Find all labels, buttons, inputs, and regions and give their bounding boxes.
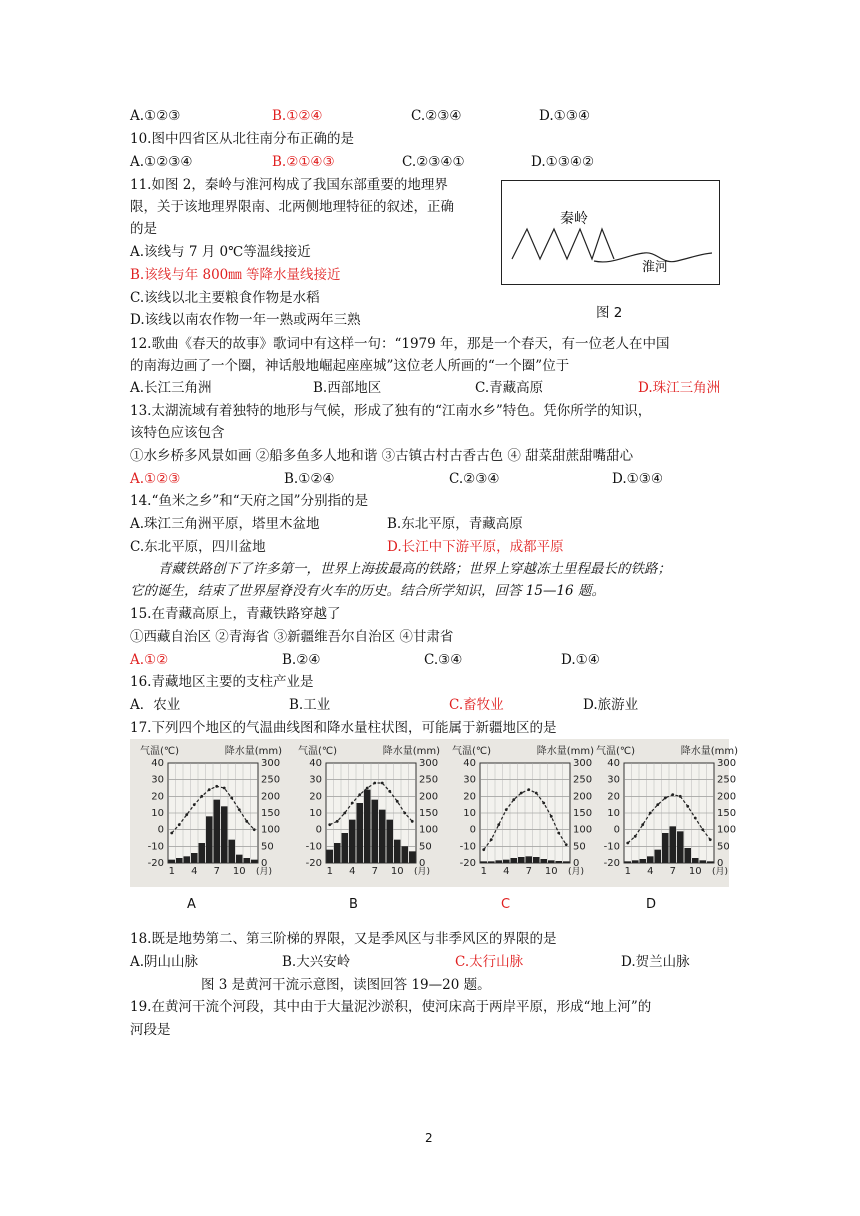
q9-option-d: D.①③④ bbox=[539, 108, 590, 124]
q16-stem: 16.青藏地区主要的支柱产业是 bbox=[130, 674, 314, 690]
temperature-point bbox=[679, 795, 682, 798]
precip-tick-label: 100 bbox=[261, 824, 281, 836]
precipitation-bar bbox=[518, 857, 525, 863]
temperature-point bbox=[178, 823, 181, 826]
month-tick-label: 4 bbox=[503, 866, 510, 877]
q13-items: ①水乡桥多风景如画 ②船多鱼多人地和谐 ③古镇古村古香古色 ④ 甜菜甜蔗甜嘴甜心 bbox=[130, 448, 634, 464]
q17-stem: 17.下列四个地区的气温曲线图和降水量柱状图，可能属于新疆地区的是 bbox=[130, 720, 557, 736]
temp-tick-label: 30 bbox=[607, 774, 620, 786]
q15-option-d: D.①④ bbox=[561, 652, 600, 668]
precipitation-bar bbox=[526, 856, 533, 863]
precip-tick-label: 300 bbox=[573, 758, 593, 769]
precipitation-bar bbox=[533, 857, 540, 863]
temperature-point bbox=[671, 793, 674, 796]
precipitation-bar bbox=[199, 843, 206, 863]
q13-option-a: A.①②③ bbox=[130, 471, 181, 487]
temp-tick-label: 0 bbox=[469, 824, 476, 836]
precip-axis-label: 降水量(mm) bbox=[536, 746, 594, 757]
temp-axis-label: 气温(℃) bbox=[298, 746, 338, 757]
temp-tick-label: 0 bbox=[157, 824, 164, 836]
q18-option-c: C.太行山脉 bbox=[455, 954, 524, 970]
q11-stem-3: 的是 bbox=[130, 221, 157, 237]
temperature-point bbox=[550, 815, 553, 818]
temp-tick-label: -10 bbox=[603, 841, 620, 853]
precipitation-bar bbox=[655, 850, 662, 863]
q10-option-d: D.①③④② bbox=[531, 154, 595, 170]
precip-tick-label: 150 bbox=[261, 808, 281, 819]
q15-option-c: C.③④ bbox=[424, 652, 463, 668]
month-tick-label: 1 bbox=[168, 866, 175, 877]
month-unit-label: (月) bbox=[256, 867, 273, 877]
precipitation-bar bbox=[700, 860, 707, 863]
precipitation-bar bbox=[191, 853, 198, 863]
temperature-point bbox=[634, 835, 637, 838]
temperature-point bbox=[215, 785, 218, 788]
precipitation-bar bbox=[541, 859, 548, 863]
precip-axis-label: 降水量(mm) bbox=[680, 746, 738, 757]
q13-stem-1: 13.太湖流域有着独特的地形与气候，形成了独有的“江南水乡”特色。凭你所学的知识， bbox=[130, 403, 652, 419]
precipitation-bar bbox=[707, 861, 714, 863]
temperature-point bbox=[520, 792, 523, 795]
month-unit-label: (月) bbox=[414, 867, 431, 877]
precipitation-bar bbox=[662, 833, 669, 863]
precipitation-bar bbox=[409, 851, 416, 863]
precipitation-bar bbox=[670, 826, 677, 863]
chart-letter-a: A bbox=[187, 897, 196, 912]
temperature-point bbox=[358, 793, 361, 796]
precip-tick-label: 0 bbox=[261, 858, 268, 869]
precip-tick-label: 100 bbox=[573, 824, 593, 836]
temperature-point bbox=[641, 823, 644, 826]
temperature-point bbox=[193, 803, 196, 806]
temp-tick-label: 40 bbox=[151, 758, 164, 769]
temperature-point bbox=[170, 832, 173, 835]
temperature-point bbox=[505, 808, 508, 811]
precipitation-bar bbox=[342, 833, 349, 863]
precipitation-bar bbox=[327, 850, 334, 863]
precip-tick-label: 200 bbox=[717, 791, 737, 803]
temperature-point bbox=[694, 817, 697, 820]
precip-tick-label: 0 bbox=[419, 858, 426, 869]
month-tick-label: 1 bbox=[480, 866, 487, 877]
temp-tick-label: 20 bbox=[607, 791, 620, 803]
precipitation-bar bbox=[692, 858, 699, 863]
q9-option-c: C.②③④ bbox=[411, 108, 462, 124]
q18-option-d: D.贺兰山脉 bbox=[621, 954, 690, 970]
precip-tick-label: 150 bbox=[573, 808, 593, 819]
precip-tick-label: 300 bbox=[261, 758, 281, 769]
month-tick-label: 1 bbox=[326, 866, 333, 877]
temperature-point bbox=[565, 843, 568, 846]
q10-option-a: A.①②③④ bbox=[130, 154, 193, 170]
q16-option-a: A．农业 bbox=[130, 697, 181, 713]
figure-2-drawing bbox=[502, 181, 719, 284]
precipitation-bar bbox=[677, 831, 684, 863]
temperature-point bbox=[535, 792, 538, 795]
q12-stem-2: 的南海边画了一个圈，神话般地崛起座座城”这位老人所画的“一个圈”位于 bbox=[130, 358, 570, 374]
precipitation-bar bbox=[685, 848, 692, 863]
temp-tick-label: 10 bbox=[607, 808, 620, 819]
temperature-point bbox=[230, 797, 233, 800]
q18-option-a: A.阴山山脉 bbox=[130, 954, 199, 970]
page-number: 2 bbox=[425, 1131, 433, 1145]
temp-tick-label: 0 bbox=[315, 824, 322, 836]
precipitation-bar bbox=[625, 861, 632, 863]
climate-charts-panel bbox=[130, 739, 738, 887]
q12-option-a: A.长江三角洲 bbox=[130, 380, 212, 396]
precipitation-bar bbox=[251, 860, 258, 863]
temp-tick-label: -20 bbox=[603, 858, 620, 869]
temperature-point bbox=[366, 787, 369, 790]
chart-letter-c: C bbox=[501, 897, 511, 912]
temp-tick-label: 40 bbox=[309, 758, 322, 769]
temp-tick-label: 30 bbox=[309, 774, 322, 786]
precipitation-bar bbox=[647, 856, 654, 863]
temp-tick-label: 30 bbox=[463, 774, 476, 786]
q11-option-c: C.该线以北主要粮食作物是水稻 bbox=[130, 290, 320, 306]
temp-tick-label: -20 bbox=[459, 858, 476, 869]
precip-tick-label: 300 bbox=[419, 758, 439, 769]
precip-tick-label: 0 bbox=[717, 858, 724, 869]
month-tick-label: 7 bbox=[213, 866, 220, 877]
precipitation-bar bbox=[556, 861, 563, 863]
q16-option-c: C.畜牧业 bbox=[449, 697, 504, 713]
temperature-point bbox=[396, 800, 399, 803]
precipitation-bar bbox=[221, 806, 228, 863]
precip-tick-label: 150 bbox=[419, 808, 439, 819]
huaihe-label: 淮河 bbox=[642, 260, 669, 275]
precipitation-bar bbox=[372, 800, 379, 863]
temp-tick-label: 10 bbox=[309, 808, 322, 819]
q10-stem: 10.图中四省区从北往南分布正确的是 bbox=[130, 131, 354, 147]
q11-stem-2: 限，关于该地理界限南、北两侧地理特征的叙述，正确 bbox=[130, 199, 454, 215]
temperature-point bbox=[343, 812, 346, 815]
q11-option-a: A.该线与 7 月 0℃等温线接近 bbox=[130, 244, 311, 260]
q14-option-b: B.东北平原，青藏高原 bbox=[387, 516, 523, 532]
temp-tick-label: 10 bbox=[151, 808, 164, 819]
temp-axis-label: 气温(℃) bbox=[452, 746, 492, 757]
precip-axis-label: 降水量(mm) bbox=[382, 746, 440, 757]
temperature-point bbox=[649, 812, 652, 815]
temp-tick-label: 40 bbox=[607, 758, 620, 769]
month-tick-label: 10 bbox=[232, 866, 246, 877]
q14-option-a: A.珠江三角洲平原，塔里木盆地 bbox=[130, 516, 320, 532]
temperature-point bbox=[512, 798, 515, 801]
precip-tick-label: 100 bbox=[717, 824, 737, 836]
precipitation-bar bbox=[511, 858, 518, 863]
temperature-point bbox=[328, 823, 331, 826]
temperature-point bbox=[557, 832, 560, 835]
temperature-point bbox=[336, 820, 339, 823]
temperature-point bbox=[373, 782, 376, 785]
month-unit-label: (月) bbox=[568, 867, 585, 877]
month-tick-label: 10 bbox=[688, 866, 702, 877]
q14-option-c: C.东北平原，四川盆地 bbox=[130, 539, 266, 555]
temperature-point bbox=[238, 808, 241, 811]
month-unit-label: (月) bbox=[712, 867, 729, 877]
precip-tick-label: 300 bbox=[717, 758, 737, 769]
precip-tick-label: 50 bbox=[573, 841, 586, 853]
precipitation-bar bbox=[236, 855, 243, 863]
temperature-point bbox=[200, 795, 203, 798]
q16-option-b: B.工业 bbox=[289, 697, 331, 713]
temperature-point bbox=[388, 790, 391, 793]
precip-tick-label: 250 bbox=[573, 774, 593, 786]
passage-line-2: 它的诞生，结束了世界屋脊没有火车的历史。结合所学知识，回答 15—16 题。 bbox=[130, 583, 605, 599]
precipitation-bar bbox=[364, 790, 371, 863]
q12-option-b: B.西部地区 bbox=[313, 380, 382, 396]
temp-tick-label: -20 bbox=[305, 858, 322, 869]
precipitation-bar bbox=[176, 858, 183, 863]
temperature-point bbox=[482, 848, 485, 851]
q9-option-b: B.①②④ bbox=[272, 108, 323, 124]
precip-tick-label: 50 bbox=[717, 841, 730, 853]
q10-option-c: C.②③④① bbox=[402, 154, 465, 170]
temperature-point bbox=[626, 842, 629, 845]
q14-stem: 14.“鱼米之乡”和“天府之国”分别指的是 bbox=[130, 493, 369, 509]
q14-option-d: D.长江中下游平原，成都平原 bbox=[387, 539, 564, 555]
precip-tick-label: 150 bbox=[717, 808, 737, 819]
q12-option-c: C.青藏高原 bbox=[475, 380, 544, 396]
q15-items: ①西藏自治区 ②青海省 ③新疆维吾尔自治区 ④甘肃省 bbox=[130, 629, 454, 645]
temperature-point bbox=[656, 803, 659, 806]
precipitation-bar bbox=[563, 861, 570, 863]
temperature-point bbox=[223, 787, 226, 790]
precip-tick-label: 0 bbox=[573, 858, 580, 869]
precip-tick-label: 100 bbox=[419, 824, 439, 836]
temperature-point bbox=[411, 820, 414, 823]
precipitation-bar bbox=[244, 858, 251, 863]
temperature-point bbox=[208, 788, 211, 791]
precipitation-bar bbox=[488, 861, 495, 863]
precip-tick-label: 200 bbox=[261, 791, 281, 803]
precipitation-bar bbox=[334, 843, 341, 863]
temp-axis-label: 气温(℃) bbox=[596, 746, 636, 757]
temperature-point bbox=[664, 797, 667, 800]
q11-option-b: B.该线与年 800㎜ 等降水量线接近 bbox=[130, 267, 341, 283]
temperature-point bbox=[709, 838, 712, 841]
temp-tick-label: 20 bbox=[309, 791, 322, 803]
q18-stem: 18.既是地势第二、第三阶梯的界限，又是季风区与非季风区的界限的是 bbox=[130, 931, 557, 947]
q13-stem-2: 该特色应该包含 bbox=[130, 425, 225, 441]
temperature-point bbox=[527, 788, 530, 791]
q16-option-d: D.旅游业 bbox=[583, 697, 639, 713]
qinling-label: 秦岭 bbox=[560, 211, 588, 227]
q9-option-a: A.①②③ bbox=[130, 108, 181, 124]
q18-option-b: B.大兴安岭 bbox=[282, 954, 351, 970]
precip-tick-label: 250 bbox=[717, 774, 737, 786]
month-tick-label: 4 bbox=[349, 866, 356, 877]
figure-2-caption: 图 2 bbox=[596, 305, 623, 321]
month-tick-label: 10 bbox=[390, 866, 404, 877]
temperature-point bbox=[245, 820, 248, 823]
chart-letter-b: B bbox=[349, 897, 358, 912]
precipitation-bar bbox=[640, 859, 647, 863]
precip-tick-label: 200 bbox=[573, 791, 593, 803]
figure-3-intro: 图 3 是黄河干流示意图，读图回答 19—20 题。 bbox=[201, 977, 491, 993]
precip-tick-label: 50 bbox=[261, 841, 274, 853]
temperature-point bbox=[701, 828, 704, 831]
precipitation-bar bbox=[169, 860, 176, 863]
precipitation-bar bbox=[481, 861, 488, 863]
q10-option-b: B.②①④③ bbox=[272, 154, 335, 170]
temp-tick-label: 30 bbox=[151, 774, 164, 786]
month-tick-label: 10 bbox=[544, 866, 558, 877]
q15-option-a: A.①② bbox=[130, 652, 169, 668]
temp-tick-label: 10 bbox=[463, 808, 476, 819]
precip-tick-label: 250 bbox=[419, 774, 439, 786]
precipitation-bar bbox=[206, 816, 213, 863]
temp-axis-label: 气温(℃) bbox=[140, 746, 180, 757]
precipitation-bar bbox=[632, 860, 639, 863]
q19-stem-2: 河段是 bbox=[130, 1022, 171, 1038]
temperature-point bbox=[497, 823, 500, 826]
precipitation-bar bbox=[387, 820, 394, 863]
month-tick-label: 7 bbox=[371, 866, 378, 877]
precipitation-bar bbox=[548, 860, 555, 863]
temp-tick-label: 20 bbox=[151, 791, 164, 803]
temperature-point bbox=[686, 805, 689, 808]
precip-axis-label: 降水量(mm) bbox=[224, 746, 282, 757]
q11-option-d: D.该线以南农作物一年一熟或两年三熟 bbox=[130, 312, 361, 328]
temperature-point bbox=[542, 802, 545, 805]
temperature-point bbox=[403, 812, 406, 815]
precipitation-bar bbox=[496, 860, 503, 863]
precip-tick-label: 50 bbox=[419, 841, 432, 853]
temp-tick-label: -10 bbox=[305, 841, 322, 853]
month-tick-label: 4 bbox=[647, 866, 654, 877]
temp-tick-label: 40 bbox=[463, 758, 476, 769]
temp-tick-label: -10 bbox=[459, 841, 476, 853]
precipitation-bar bbox=[229, 840, 236, 863]
precip-tick-label: 250 bbox=[261, 774, 281, 786]
temperature-point bbox=[351, 802, 354, 805]
precipitation-bar bbox=[402, 846, 409, 863]
chart-letter-d: D bbox=[646, 897, 657, 912]
temp-tick-label: 20 bbox=[463, 791, 476, 803]
temp-tick-label: -20 bbox=[147, 858, 164, 869]
temperature-point bbox=[490, 838, 493, 841]
q11-stem-1: 11.如图 2，秦岭与淮河构成了我国东部重要的地理界 bbox=[130, 177, 448, 193]
temperature-point bbox=[185, 813, 188, 816]
q13-option-d: D.①③④ bbox=[612, 471, 663, 487]
month-tick-label: 4 bbox=[191, 866, 198, 877]
q13-option-c: C.②③④ bbox=[449, 471, 500, 487]
month-tick-label: 1 bbox=[624, 866, 631, 877]
q13-option-b: B.①②④ bbox=[284, 471, 335, 487]
q15-stem: 15.在青藏高原上，青藏铁路穿越了 bbox=[130, 606, 341, 622]
precipitation-bar bbox=[349, 820, 356, 863]
temp-tick-label: 0 bbox=[613, 824, 620, 836]
qinling-mountains-shape bbox=[512, 229, 614, 259]
temp-tick-label: -10 bbox=[147, 841, 164, 853]
precipitation-bar bbox=[379, 810, 386, 863]
temperature-point bbox=[253, 828, 256, 831]
temperature-point bbox=[381, 782, 384, 785]
figure-2-qinling-huaihe bbox=[501, 180, 720, 285]
precip-tick-label: 200 bbox=[419, 791, 439, 803]
month-tick-label: 7 bbox=[669, 866, 676, 877]
q19-stem-1: 19.在黄河干流个河段，其中由于大量泥沙淤积，使河床高于两岸平原，形成“地上河”的 bbox=[130, 999, 652, 1015]
q12-stem-1: 12.歌曲《春天的故事》歌词中有这样一句：“1979 年，那是一个春天，有一位老人在中国 bbox=[130, 336, 670, 352]
precipitation-bar bbox=[503, 860, 510, 863]
month-tick-label: 7 bbox=[525, 866, 532, 877]
precipitation-bar bbox=[184, 856, 191, 863]
precipitation-bar bbox=[214, 800, 221, 863]
climate-charts-svg bbox=[130, 739, 738, 887]
q12-option-d: D.珠江三角洲 bbox=[638, 380, 721, 396]
q15-option-b: B.②④ bbox=[282, 652, 321, 668]
precipitation-bar bbox=[357, 803, 364, 863]
precipitation-bar bbox=[394, 840, 401, 863]
passage-line-1: 青藏铁路创下了许多第一，世界上海拔最高的铁路；世界上穿越冻土里程最长的铁路； bbox=[158, 561, 671, 577]
